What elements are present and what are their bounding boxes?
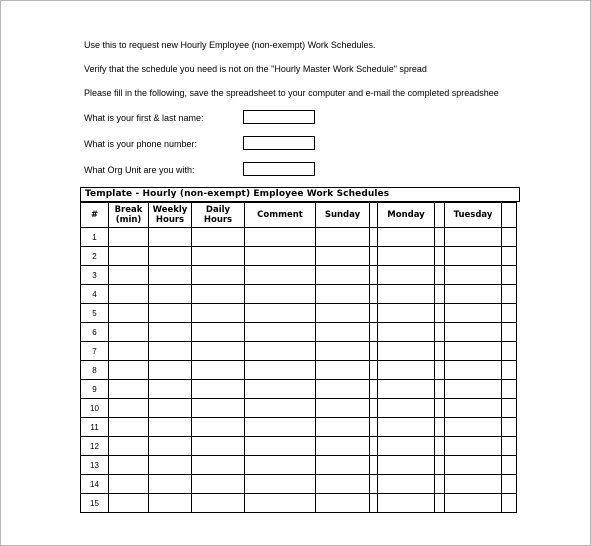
row-number: 5 [81,304,109,323]
table-cell[interactable] [245,247,316,266]
table-cell[interactable] [370,304,378,323]
table-cell[interactable] [445,228,502,247]
table-cell[interactable] [370,456,378,475]
table-cell[interactable] [316,475,370,494]
col-header-spacer-3 [502,203,517,228]
table-cell[interactable] [502,361,517,380]
table-cell[interactable] [192,437,245,456]
table-cell[interactable] [370,342,378,361]
table-cell[interactable] [149,475,192,494]
table-cell[interactable] [370,285,378,304]
name-input-box[interactable] [243,110,315,124]
org-question-label: What Org Unit are you with: [84,165,195,175]
table-cell[interactable] [316,380,370,399]
table-cell[interactable] [192,456,245,475]
table-cell[interactable] [370,380,378,399]
table-cell[interactable] [502,304,517,323]
name-question-label: What is your first & last name: [84,113,204,123]
table-cell[interactable] [370,494,378,513]
phone-question-label: What is your phone number: [84,139,198,149]
table-cell[interactable] [378,380,435,399]
table-cell[interactable] [435,285,445,304]
table-cell[interactable] [109,399,149,418]
table-cell[interactable] [378,475,435,494]
table-cell[interactable] [192,475,245,494]
table-cell[interactable] [435,304,445,323]
table-cell[interactable] [316,399,370,418]
table-cell[interactable] [245,228,316,247]
table-cell[interactable] [435,247,445,266]
table-cell[interactable] [378,494,435,513]
table-row [81,380,517,399]
table-row [81,342,517,361]
table-cell[interactable] [378,304,435,323]
table-cell[interactable] [445,399,502,418]
row-number: 10 [81,399,109,418]
table-cell[interactable] [109,437,149,456]
row-number: 2 [81,247,109,266]
table-row [81,399,517,418]
table-cell[interactable] [370,247,378,266]
table-cell[interactable] [378,342,435,361]
table-cell[interactable] [435,266,445,285]
table-cell[interactable] [370,437,378,456]
table-cell[interactable] [378,323,435,342]
col-header-spacer-2 [435,203,445,228]
table-cell[interactable] [445,342,502,361]
table-cell[interactable] [149,437,192,456]
table-cell[interactable] [502,475,517,494]
col-header-break: Break (min) [109,203,149,228]
table-cell[interactable] [245,399,316,418]
table-row [81,304,517,323]
table-cell[interactable] [502,399,517,418]
table-cell[interactable] [435,380,445,399]
table-cell[interactable] [445,323,502,342]
row-number: 14 [81,475,109,494]
table-cell[interactable] [445,266,502,285]
table-cell[interactable] [109,361,149,380]
row-number: 1 [81,228,109,247]
table-cell[interactable] [109,342,149,361]
table-cell[interactable] [378,418,435,437]
row-number: 4 [81,285,109,304]
table-cell[interactable] [109,456,149,475]
row-number: 9 [81,380,109,399]
table-cell[interactable] [502,456,517,475]
table-cell[interactable] [192,285,245,304]
table-row [81,247,517,266]
table-row [81,418,517,437]
row-number: 13 [81,456,109,475]
table-cell[interactable] [192,304,245,323]
table-cell[interactable] [109,494,149,513]
table-cell[interactable] [149,285,192,304]
table-cell[interactable] [445,247,502,266]
table-cell[interactable] [109,304,149,323]
table-row [81,285,517,304]
table-body [81,228,517,513]
table-cell[interactable] [370,323,378,342]
col-header-monday: Monday [378,203,435,228]
col-header-sunday: Sunday [316,203,370,228]
table-cell[interactable] [245,437,316,456]
table-cell[interactable] [435,228,445,247]
row-number: 3 [81,266,109,285]
table-cell[interactable] [378,361,435,380]
table-cell[interactable] [149,380,192,399]
table-cell[interactable] [445,475,502,494]
table-cell[interactable] [192,361,245,380]
table-cell[interactable] [502,494,517,513]
instruction-line-2: Verify that the schedule you need is not on the "Hourly Master Work Schedule" spread [84,64,427,74]
table-cell[interactable] [316,456,370,475]
table-cell[interactable] [149,266,192,285]
table-cell[interactable] [435,342,445,361]
org-input-box[interactable] [243,162,315,176]
table-cell[interactable] [245,285,316,304]
table-cell[interactable] [316,342,370,361]
table-cell[interactable] [445,361,502,380]
table-cell[interactable] [245,361,316,380]
table-cell[interactable] [316,494,370,513]
table-cell[interactable] [316,228,370,247]
table-cell[interactable] [109,418,149,437]
table-cell[interactable] [149,456,192,475]
table-cell[interactable] [192,266,245,285]
table-cell[interactable] [435,399,445,418]
table-row [81,494,517,513]
table-cell[interactable] [245,456,316,475]
table-cell[interactable] [192,228,245,247]
table-cell[interactable] [502,247,517,266]
row-number: 7 [81,342,109,361]
table-cell[interactable] [445,285,502,304]
table-cell[interactable] [109,285,149,304]
table-cell[interactable] [502,380,517,399]
table-cell[interactable] [445,304,502,323]
table-cell[interactable] [378,266,435,285]
table-cell[interactable] [370,475,378,494]
table-cell[interactable] [435,437,445,456]
table-cell[interactable] [316,285,370,304]
table-cell[interactable] [502,228,517,247]
table-cell[interactable] [378,228,435,247]
table-cell[interactable] [109,247,149,266]
table-cell[interactable] [435,475,445,494]
table-cell[interactable] [370,266,378,285]
table-cell[interactable] [370,418,378,437]
table-cell[interactable] [435,361,445,380]
table-cell[interactable] [149,247,192,266]
table-cell[interactable] [370,228,378,247]
table-cell[interactable] [149,228,192,247]
table-cell[interactable] [192,399,245,418]
table-cell[interactable] [370,361,378,380]
table-cell[interactable] [109,228,149,247]
table-cell[interactable] [109,380,149,399]
table-cell[interactable] [316,437,370,456]
table-cell[interactable] [316,323,370,342]
row-number: 15 [81,494,109,513]
table-cell[interactable] [109,266,149,285]
table-cell[interactable] [245,342,316,361]
table-cell[interactable] [149,361,192,380]
table-cell[interactable] [192,418,245,437]
row-number: 12 [81,437,109,456]
table-cell[interactable] [435,456,445,475]
table-cell[interactable] [445,380,502,399]
table-row [81,228,517,247]
table-row [81,456,517,475]
table-cell[interactable] [502,285,517,304]
table-cell[interactable] [435,418,445,437]
table-cell[interactable] [192,494,245,513]
table-cell[interactable] [316,418,370,437]
table-cell[interactable] [316,361,370,380]
table-header-row [81,203,517,228]
table-row [81,266,517,285]
instruction-line-1: Use this to request new Hourly Employee (non-exempt) Work Schedules. [84,40,376,50]
col-header-comment: Comment [245,203,316,228]
table-cell[interactable] [109,475,149,494]
table-cell[interactable] [192,323,245,342]
table-cell[interactable] [378,437,435,456]
table-cell[interactable] [316,247,370,266]
table-cell[interactable] [245,304,316,323]
table-cell[interactable] [445,494,502,513]
table-cell[interactable] [192,247,245,266]
table-cell[interactable] [445,437,502,456]
col-header-daily-hours: Daily Hours [192,203,245,228]
table-cell[interactable] [192,342,245,361]
col-header-weekly-hours: Weekly Hours [149,203,192,228]
row-number: 6 [81,323,109,342]
table-cell[interactable] [316,266,370,285]
col-header-spacer-1 [370,203,378,228]
table-cell[interactable] [502,323,517,342]
table-cell[interactable] [149,342,192,361]
table-row [81,323,517,342]
table-cell[interactable] [149,418,192,437]
table-row [81,361,517,380]
table-cell[interactable] [378,399,435,418]
col-header-num: # [81,203,109,228]
row-number: 11 [81,418,109,437]
schedule-table [80,202,517,513]
table-cell[interactable] [378,247,435,266]
table-cell[interactable] [435,323,445,342]
table-cell[interactable] [378,456,435,475]
table-cell[interactable] [378,285,435,304]
table-cell[interactable] [245,475,316,494]
table-cell[interactable] [445,418,502,437]
table-cell[interactable] [149,304,192,323]
table-row [81,475,517,494]
table-cell[interactable] [149,399,192,418]
table-cell[interactable] [245,494,316,513]
table-cell[interactable] [445,456,502,475]
table-cell[interactable] [109,323,149,342]
table-cell[interactable] [502,342,517,361]
phone-input-box[interactable] [243,136,315,150]
table-cell[interactable] [192,380,245,399]
table-row [81,437,517,456]
table-cell[interactable] [502,418,517,437]
col-header-tuesday: Tuesday [445,203,502,228]
table-cell[interactable] [435,494,445,513]
table-cell[interactable] [370,399,378,418]
row-number: 8 [81,361,109,380]
table-cell[interactable] [245,323,316,342]
table-cell[interactable] [245,418,316,437]
table-cell[interactable] [245,380,316,399]
table-cell[interactable] [502,266,517,285]
table-cell[interactable] [502,437,517,456]
table-cell[interactable] [316,304,370,323]
instruction-line-3: Please fill in the following, save the spreadsheet to your computer and e-mail the completed spreadshee [84,88,499,98]
table-cell[interactable] [149,323,192,342]
template-title: Template - Hourly (non-exempt) Employee Work Schedules [80,187,520,202]
table-cell[interactable] [149,494,192,513]
table-cell[interactable] [245,266,316,285]
